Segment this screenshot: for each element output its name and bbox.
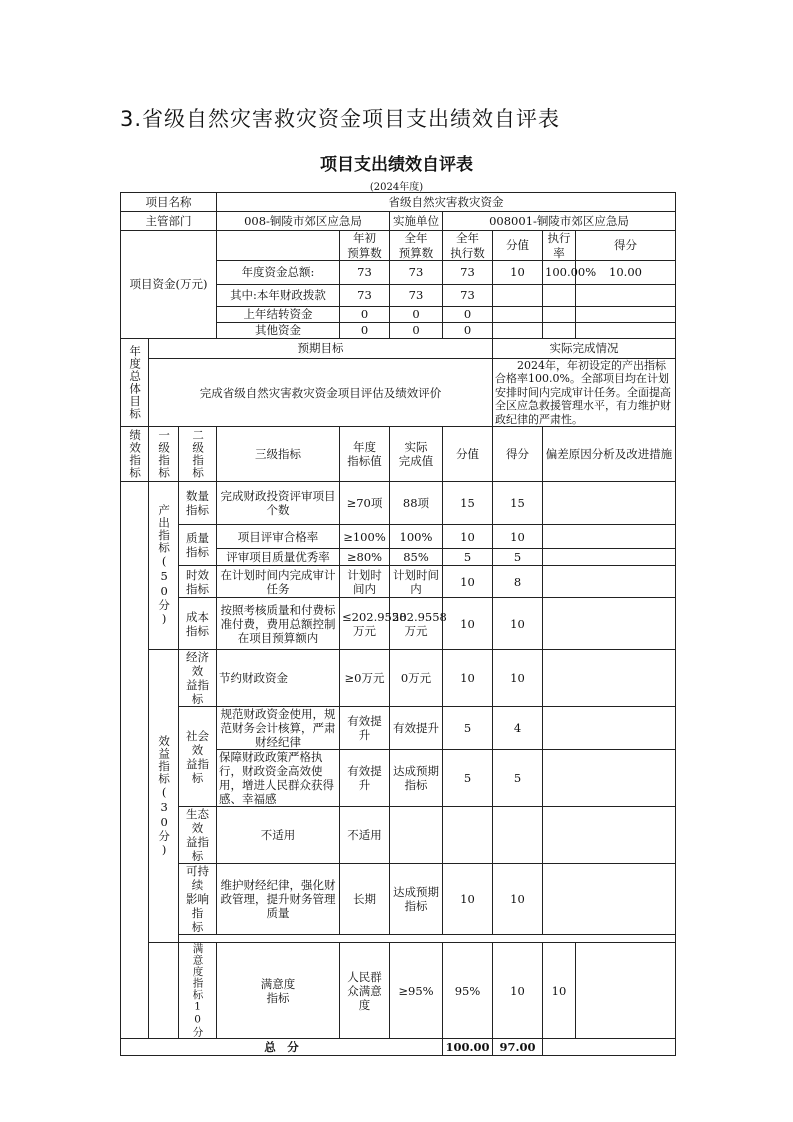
indicator-target: 有效提升 (340, 707, 390, 750)
funds-header: 执行率 (543, 231, 576, 261)
row-goals-header (121, 339, 676, 359)
quality-label: 质量 指标 (179, 525, 217, 566)
indicator-target: ≥0万元 (340, 650, 390, 707)
impl: 008001-铜陵市郊区应急局 (443, 212, 676, 231)
row-goals (121, 359, 676, 427)
dept-label: 主管部门 (121, 212, 217, 231)
funds-cell: 0 (443, 307, 493, 323)
funds-cell (493, 285, 543, 307)
indicator-name: 完成财政投资评审项目个数 (217, 482, 340, 525)
indicator-row-ecological (121, 807, 676, 864)
total-got: 97.00 (493, 1039, 543, 1056)
h-level2-text: 二级指标 (191, 429, 206, 480)
goals-expected-header: 预期目标 (149, 339, 493, 359)
funds-cell (576, 285, 676, 307)
indicator-reason (543, 566, 676, 598)
funds-cell: 0 (340, 323, 390, 339)
row-indicator-header (121, 427, 676, 482)
funds-cell: 73 (340, 261, 390, 285)
row-total (121, 1039, 676, 1056)
h-reason: 偏差原因分析及改进措施 (543, 427, 676, 482)
indicator-reason (543, 807, 676, 864)
funds-cell: 73 (340, 285, 390, 307)
total-label: 总 分 (121, 1039, 443, 1056)
indicator-target: ≥70项 (340, 482, 390, 525)
indicator-actual: 有效提升 (390, 707, 443, 750)
row-funds-header (121, 231, 676, 261)
row-dept (121, 212, 676, 231)
impl-label: 实施单位 (390, 212, 443, 231)
indicator-target: ≤202.9558万元 (340, 598, 390, 650)
indicator-row-economic (121, 650, 676, 707)
output-label-text: 产出指标(50分) (157, 504, 172, 627)
indicator-reason (543, 650, 676, 707)
funds-cell: 10 (493, 261, 543, 285)
indicator-name: 项目评审合格率 (217, 525, 340, 549)
sustainable-label: 可持续 影响指 标 (179, 864, 217, 935)
indicator-name: 维护财经纪律，强化财政管理，提升财务管理质量 (217, 864, 340, 935)
indicator-name: 不适用 (217, 807, 340, 864)
funds-cell (543, 307, 576, 323)
indicator-name: 评审项目质量优秀率 (217, 549, 340, 566)
funds-cell (493, 323, 543, 339)
year-note: (2024年度) (369, 182, 424, 193)
indicator-name: 规范财政资金使用，规范财务会计核算，严肃财经纪律 (217, 707, 340, 750)
indicator-target: 有效提升 (340, 750, 390, 807)
funds-header: 得分 (576, 231, 676, 261)
indicator-score: 10 (443, 525, 493, 549)
funds-header-blank (217, 231, 340, 261)
indicator-score: 5 (443, 549, 493, 566)
cost-label: 成本 指标 (179, 598, 217, 650)
indicator-actual: 88项 (390, 482, 443, 525)
indicator-row-social (121, 707, 676, 750)
funds-header: 分值 (493, 231, 543, 261)
indicator-got: 8 (493, 566, 543, 598)
indicator-reason (543, 707, 676, 750)
indicator-score: 10 (443, 864, 493, 935)
indicator-got (493, 807, 543, 864)
indicator-reason (576, 943, 676, 1039)
output-label (149, 482, 179, 650)
funds-cell: 0 (390, 323, 443, 339)
indicator-reason (543, 525, 676, 549)
goals-actual: 2024年，年初设定的产出指标合格率100.0%。全部项目均在计划安排时间内完成审计任务。全面提高全区应急救援管理水平，有力维护财政纪律的严肃性。 (493, 359, 676, 427)
funds-row-label: 年度资金总额: (217, 261, 340, 285)
table-title: 项目支出绩效自评表 (320, 155, 473, 175)
funds-cell: 73 (443, 285, 493, 307)
total-reason (543, 1039, 676, 1056)
spacer-cell (179, 935, 676, 943)
indicator-actual: 85% (390, 549, 443, 566)
h-actual: 实际 完成值 (390, 427, 443, 482)
project-name-label: 项目名称 (121, 193, 217, 212)
row-project-name (121, 193, 676, 212)
indicator-got: 5 (493, 549, 543, 566)
indicator-reason (543, 864, 676, 935)
indicator-target: 计划时间内 (340, 566, 390, 598)
indicator-name: 人民群众满意度 (340, 943, 390, 1039)
h-got: 得分 (493, 427, 543, 482)
funds-row-label: 其他资金 (217, 323, 340, 339)
indicator-got: 10 (493, 525, 543, 549)
goals-expected: 完成省级自然灾害救灾资金项目评估及绩效评价 (149, 359, 493, 427)
indicator-row-sustainable (121, 864, 676, 935)
funds-cell: 100.00% (543, 261, 576, 285)
goals-label-text: 年度总体目标 (128, 345, 143, 421)
indicator-got: 15 (493, 482, 543, 525)
funds-cell: 73 (390, 261, 443, 285)
indicator-score: 10 (443, 650, 493, 707)
indicator-actual: 达成预期指标 (390, 750, 443, 807)
funds-row-label: 其中:本年财政拨款 (217, 285, 340, 307)
satisfy-label (179, 943, 217, 1039)
indicator-row-satisfaction (121, 943, 676, 1039)
indicator-actual: 95% (443, 943, 493, 1039)
indicator-actual: 100% (390, 525, 443, 549)
indicator-target: ≥95% (390, 943, 443, 1039)
indicators-blank (121, 482, 149, 1039)
funds-header: 全年 预算数 (390, 231, 443, 261)
h-level1-text: 一级指标 (157, 429, 172, 480)
indicator-name: 节约财政资金 (217, 650, 340, 707)
satisfaction-label: 满意度 指标 (217, 943, 340, 1039)
goals-actual-header: 实际完成情况 (493, 339, 676, 359)
funds-cell (493, 307, 543, 323)
funds-cell (543, 323, 576, 339)
total-score: 100.00 (443, 1039, 493, 1056)
indicator-row-timeliness (121, 566, 676, 598)
h-score: 分值 (443, 427, 493, 482)
funds-cell (576, 323, 676, 339)
h-level1 (149, 427, 179, 482)
indicator-target: ≥100% (340, 525, 390, 549)
indicator-actual: 达成预期指标 (390, 864, 443, 935)
indicator-reason (543, 549, 676, 566)
indicator-score (443, 807, 493, 864)
timeliness-label: 时效 指标 (179, 566, 217, 598)
economic-label: 经济效 益指标 (179, 650, 217, 707)
indicator-got: 10 (493, 598, 543, 650)
indicator-score: 10 (443, 566, 493, 598)
indicator-actual: 0万元 (390, 650, 443, 707)
ecological-label: 生态效 益指标 (179, 807, 217, 864)
performance-table (120, 192, 676, 1056)
social-label: 社会效 益指标 (179, 707, 217, 807)
h-level2 (179, 427, 217, 482)
indicator-name: 保障财政政策严格执行，财政资金高效使用，增进人民群众获得感、幸福感 (217, 750, 340, 807)
indicator-reason (543, 482, 676, 525)
indicator-got: 10 (493, 864, 543, 935)
indicator-target: 长期 (340, 864, 390, 935)
funds-label: 项目资金(万元) (121, 231, 217, 339)
indicator-target: 不适用 (340, 807, 390, 864)
funds-cell (576, 307, 676, 323)
indicator-row-spacer (121, 935, 676, 943)
indicator-got: 10 (493, 650, 543, 707)
indicator-got: 5 (493, 750, 543, 807)
indicator-got: 4 (493, 707, 543, 750)
indicator-actual (390, 807, 443, 864)
indicator-score: 15 (443, 482, 493, 525)
indicator-score: 10 (493, 943, 543, 1039)
indicator-reason (543, 750, 676, 807)
indicator-name: 按照考核质量和付费标准付费，费用总额控制在项目预算额内 (217, 598, 340, 650)
indicator-reason (543, 598, 676, 650)
funds-cell: 10.00 (576, 261, 676, 285)
satisfy-label-text: 满意度指标10分 (191, 943, 204, 1039)
funds-header: 全年 执行数 (443, 231, 493, 261)
project-name: 省级自然灾害救灾资金 (217, 193, 676, 212)
indicator-actual: 202.9558万元 (390, 598, 443, 650)
funds-cell: 73 (390, 285, 443, 307)
funds-header: 年初 预算数 (340, 231, 390, 261)
indicators-col-text: 绩效指标 (128, 429, 143, 480)
satisfaction-outer-blank (149, 943, 179, 1039)
indicator-row-cost (121, 598, 676, 650)
effect-label (149, 650, 179, 943)
section-heading: 3.省级自然灾害救灾资金项目支出绩效自评表 (120, 107, 561, 131)
indicator-row-quantity (121, 482, 676, 525)
funds-cell: 0 (443, 323, 493, 339)
funds-cell: 0 (390, 307, 443, 323)
funds-cell: 0 (340, 307, 390, 323)
indicator-actual: 计划时间内 (390, 566, 443, 598)
indicator-got: 10 (543, 943, 576, 1039)
indicator-score: 5 (443, 707, 493, 750)
h-level3: 三级指标 (217, 427, 340, 482)
funds-cell (543, 285, 576, 307)
indicator-target: ≥80% (340, 549, 390, 566)
quantity-label: 数量 指标 (179, 482, 217, 525)
indicators-col-label (121, 427, 149, 482)
indicator-row-quality (121, 525, 676, 549)
indicator-score: 10 (443, 598, 493, 650)
effect-label-text: 效益指标(30分) (157, 734, 172, 858)
funds-cell: 73 (443, 261, 493, 285)
indicator-name: 在计划时间内完成审计任务 (217, 566, 340, 598)
indicator-score: 5 (443, 750, 493, 807)
dept: 008-铜陵市郊区应急局 (217, 212, 390, 231)
funds-row-label: 上年结转资金 (217, 307, 340, 323)
goals-label (121, 339, 149, 427)
h-target: 年度 指标值 (340, 427, 390, 482)
